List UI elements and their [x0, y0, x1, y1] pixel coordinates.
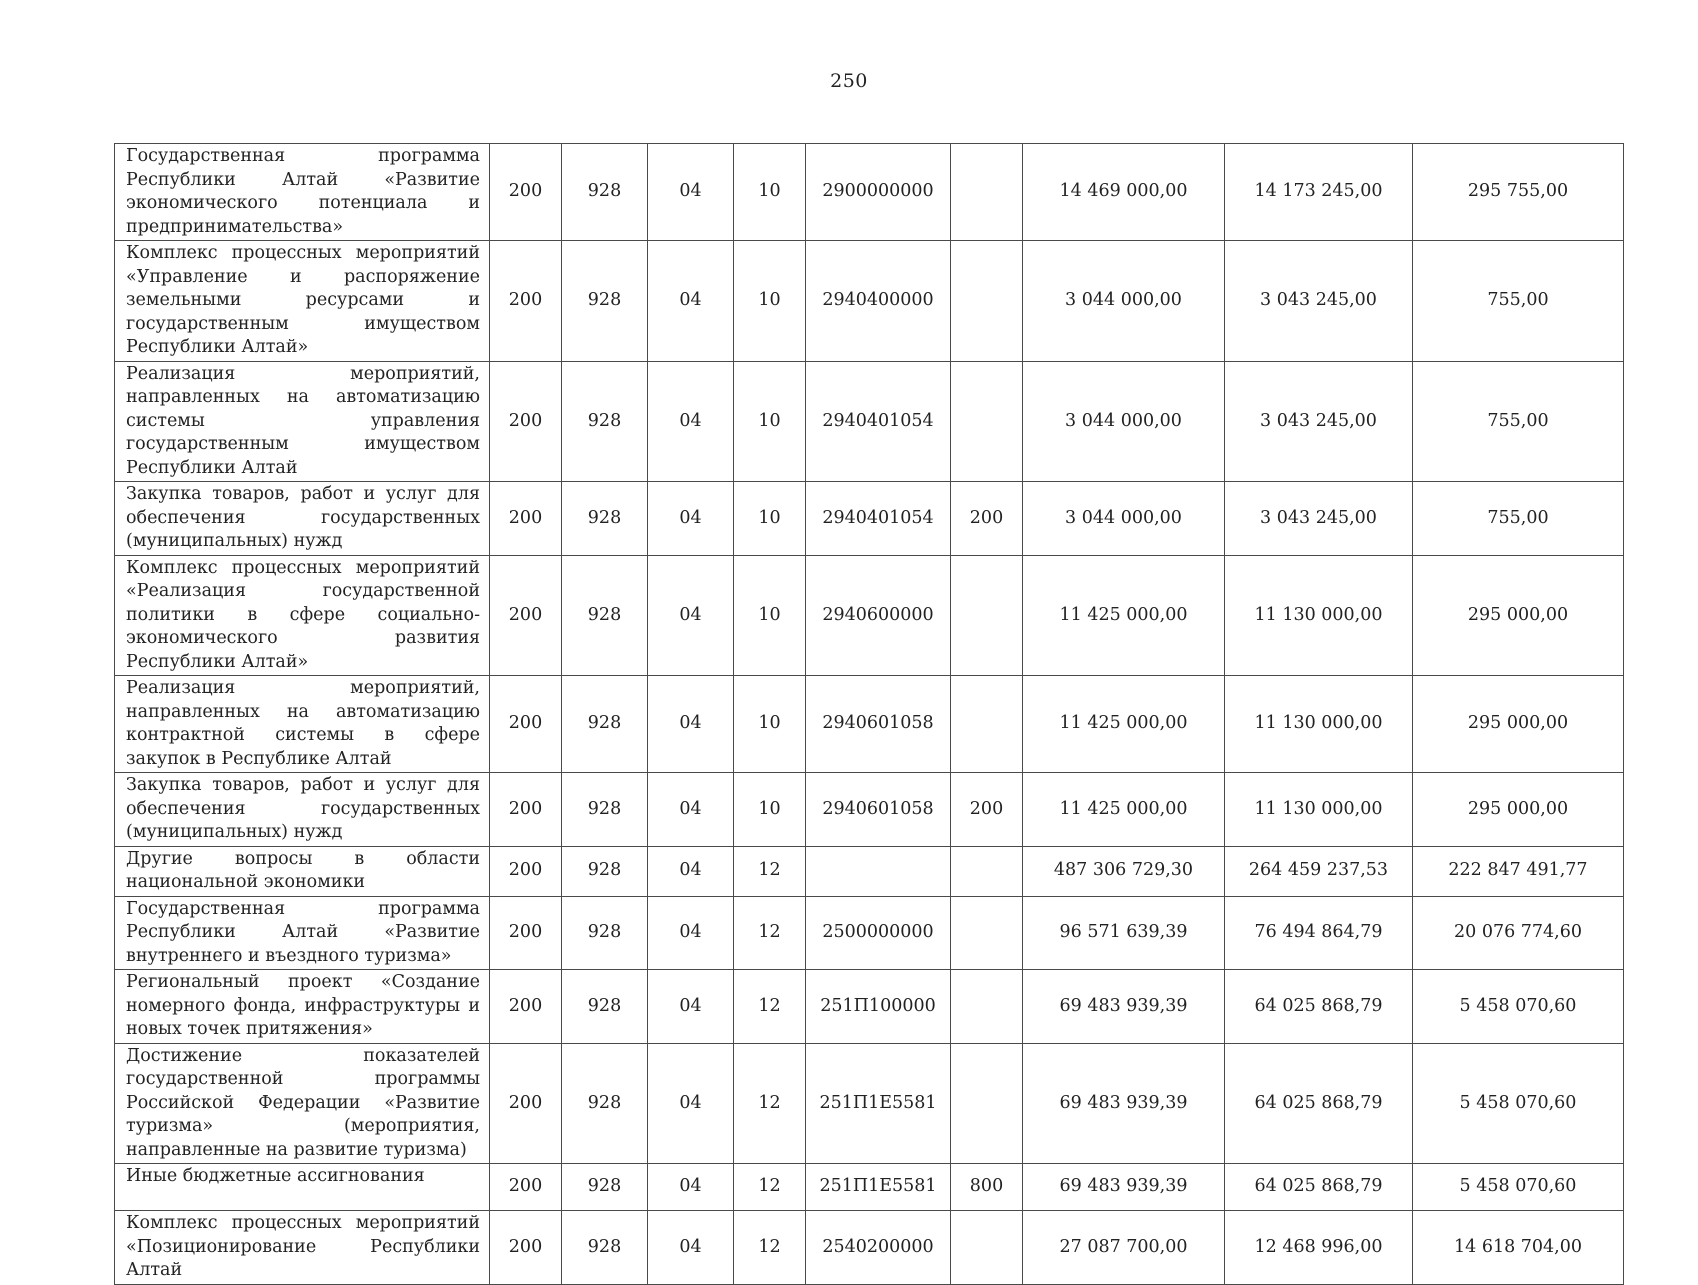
cell-col2: 928 [562, 361, 648, 482]
cell-col1: 200 [490, 241, 562, 362]
cell-col4: 12 [734, 970, 806, 1044]
cell-amount-3: 20 076 774,60 [1413, 896, 1624, 970]
row-name: Реализация мероприятий, направленных на автоматизацию контрактной системы в сфере закупок в Республике Алтай [115, 676, 490, 773]
row-name: Региональный проект «Создание номерного фонда, инфраструктуры и новых точек притяжения» [115, 970, 490, 1044]
cell-amount-3: 5 458 070,60 [1413, 1043, 1624, 1164]
cell-col3: 04 [648, 846, 734, 896]
cell-amount-3: 295 000,00 [1413, 555, 1624, 676]
cell-amount-2: 11 130 000,00 [1225, 555, 1413, 676]
cell-col4: 10 [734, 361, 806, 482]
cell-col6 [951, 361, 1023, 482]
cell-amount-2: 3 043 245,00 [1225, 482, 1413, 556]
cell-col4: 10 [734, 676, 806, 773]
cell-amount-2: 14 173 245,00 [1225, 144, 1413, 241]
cell-col2: 928 [562, 555, 648, 676]
cell-amount-2: 11 130 000,00 [1225, 773, 1413, 847]
cell-col3: 04 [648, 144, 734, 241]
cell-amount-2: 64 025 868,79 [1225, 1043, 1413, 1164]
cell-col4: 10 [734, 773, 806, 847]
cell-col1: 200 [490, 144, 562, 241]
table-row [115, 846, 1624, 896]
cell-amount-2: 12 468 996,00 [1225, 1211, 1413, 1285]
cell-col1: 200 [490, 896, 562, 970]
row-name: Закупка товаров, работ и услуг для обеспечения государственных (муниципальных) нужд [115, 482, 490, 556]
cell-amount-1: 69 483 939,39 [1023, 970, 1225, 1044]
cell-col6 [951, 241, 1023, 362]
table-row [115, 676, 1624, 773]
cell-col5: 2500000000 [806, 896, 951, 970]
cell-col4: 10 [734, 144, 806, 241]
cell-col4: 12 [734, 1043, 806, 1164]
cell-col5: 2940400000 [806, 241, 951, 362]
cell-amount-1: 3 044 000,00 [1023, 361, 1225, 482]
cell-col3: 04 [648, 1164, 734, 1211]
cell-amount-3: 755,00 [1413, 482, 1624, 556]
cell-col5: 251П100000 [806, 970, 951, 1044]
cell-col4: 10 [734, 482, 806, 556]
cell-col5: 2940600000 [806, 555, 951, 676]
cell-amount-1: 11 425 000,00 [1023, 773, 1225, 847]
cell-amount-1: 69 483 939,39 [1023, 1043, 1225, 1164]
cell-col1: 200 [490, 555, 562, 676]
cell-amount-1: 27 087 700,00 [1023, 1211, 1225, 1285]
cell-col4: 12 [734, 846, 806, 896]
row-name: Комплекс процессных мероприятий «Управление и распоряжение земельными ресурсами и государственным имуществом Республики Алтай» [115, 241, 490, 362]
cell-col6 [951, 555, 1023, 676]
cell-amount-2: 64 025 868,79 [1225, 1164, 1413, 1211]
cell-col5: 2940401054 [806, 361, 951, 482]
table-row [115, 1164, 1624, 1211]
cell-amount-1: 69 483 939,39 [1023, 1164, 1225, 1211]
cell-col3: 04 [648, 676, 734, 773]
cell-amount-3: 755,00 [1413, 361, 1624, 482]
cell-col5: 251П1Е5581 [806, 1164, 951, 1211]
cell-amount-1: 14 469 000,00 [1023, 144, 1225, 241]
cell-col4: 12 [734, 1211, 806, 1285]
row-name: Реализация мероприятий, направленных на автоматизацию системы управления государственным имуществом Республики Алтай [115, 361, 490, 482]
cell-amount-2: 76 494 864,79 [1225, 896, 1413, 970]
cell-amount-1: 3 044 000,00 [1023, 482, 1225, 556]
cell-col1: 200 [490, 1211, 562, 1285]
cell-col3: 04 [648, 773, 734, 847]
cell-col2: 928 [562, 846, 648, 896]
cell-col5: 2940401054 [806, 482, 951, 556]
cell-col6 [951, 970, 1023, 1044]
cell-amount-3: 755,00 [1413, 241, 1624, 362]
cell-col2: 928 [562, 773, 648, 847]
cell-col5: 2940601058 [806, 676, 951, 773]
cell-amount-1: 11 425 000,00 [1023, 676, 1225, 773]
cell-amount-1: 487 306 729,30 [1023, 846, 1225, 896]
cell-col3: 04 [648, 1211, 734, 1285]
cell-col5: 251П1Е5581 [806, 1043, 951, 1164]
row-name: Иные бюджетные ассигнования [115, 1164, 490, 1211]
cell-col1: 200 [490, 1043, 562, 1164]
cell-amount-2: 3 043 245,00 [1225, 361, 1413, 482]
cell-col2: 928 [562, 676, 648, 773]
cell-col1: 200 [490, 482, 562, 556]
table-row [115, 555, 1624, 676]
table-row [115, 241, 1624, 362]
cell-col3: 04 [648, 970, 734, 1044]
cell-col6 [951, 896, 1023, 970]
cell-col1: 200 [490, 773, 562, 847]
row-name: Другие вопросы в области национальной экономики [115, 846, 490, 896]
cell-amount-3: 295 755,00 [1413, 144, 1624, 241]
cell-col1: 200 [490, 361, 562, 482]
cell-amount-3: 5 458 070,60 [1413, 1164, 1624, 1211]
cell-col3: 04 [648, 241, 734, 362]
row-name: Комплекс процессных мероприятий «Позиционирование Республики Алтай [115, 1211, 490, 1285]
cell-amount-1: 11 425 000,00 [1023, 555, 1225, 676]
cell-col5 [806, 846, 951, 896]
cell-col6 [951, 1211, 1023, 1285]
cell-col1: 200 [490, 1164, 562, 1211]
cell-col1: 200 [490, 846, 562, 896]
cell-col2: 928 [562, 144, 648, 241]
cell-amount-2: 264 459 237,53 [1225, 846, 1413, 896]
table-row [115, 1043, 1624, 1164]
table-row [115, 361, 1624, 482]
cell-amount-2: 3 043 245,00 [1225, 241, 1413, 362]
cell-amount-3: 222 847 491,77 [1413, 846, 1624, 896]
cell-col3: 04 [648, 555, 734, 676]
row-name: Государственная программа Республики Алтай «Развитие внутреннего и въездного туризма» [115, 896, 490, 970]
cell-amount-2: 64 025 868,79 [1225, 970, 1413, 1044]
table-row [115, 970, 1624, 1044]
cell-amount-1: 3 044 000,00 [1023, 241, 1225, 362]
cell-col5: 2900000000 [806, 144, 951, 241]
cell-amount-3: 14 618 704,00 [1413, 1211, 1624, 1285]
cell-col5: 2540200000 [806, 1211, 951, 1285]
table-row [115, 144, 1624, 241]
cell-col3: 04 [648, 482, 734, 556]
cell-col5: 2940601058 [806, 773, 951, 847]
cell-col2: 928 [562, 1164, 648, 1211]
row-name: Государственная программа Республики Алтай «Развитие экономического потенциала и предпринимательства» [115, 144, 490, 241]
table-row [115, 482, 1624, 556]
cell-col1: 200 [490, 676, 562, 773]
cell-col6 [951, 676, 1023, 773]
cell-col6 [951, 846, 1023, 896]
cell-col6: 200 [951, 482, 1023, 556]
cell-amount-3: 5 458 070,60 [1413, 970, 1624, 1044]
cell-col6: 200 [951, 773, 1023, 847]
cell-col1: 200 [490, 970, 562, 1044]
cell-col6: 800 [951, 1164, 1023, 1211]
cell-amount-3: 295 000,00 [1413, 676, 1624, 773]
cell-col6 [951, 144, 1023, 241]
cell-amount-2: 11 130 000,00 [1225, 676, 1413, 773]
cell-col4: 12 [734, 1164, 806, 1211]
table-row [115, 896, 1624, 970]
cell-col2: 928 [562, 970, 648, 1044]
cell-col3: 04 [648, 361, 734, 482]
row-name: Закупка товаров, работ и услуг для обеспечения государственных (муниципальных) нужд [115, 773, 490, 847]
cell-col2: 928 [562, 241, 648, 362]
cell-col2: 928 [562, 1211, 648, 1285]
budget-table [114, 143, 1624, 1285]
cell-col2: 928 [562, 896, 648, 970]
page-number: 250 [830, 70, 868, 92]
cell-col4: 10 [734, 241, 806, 362]
cell-amount-1: 96 571 639,39 [1023, 896, 1225, 970]
cell-col3: 04 [648, 1043, 734, 1164]
cell-col4: 12 [734, 896, 806, 970]
cell-col2: 928 [562, 1043, 648, 1164]
table-row [115, 773, 1624, 847]
table-row [115, 1211, 1624, 1285]
cell-col2: 928 [562, 482, 648, 556]
cell-col4: 10 [734, 555, 806, 676]
cell-col6 [951, 1043, 1023, 1164]
row-name: Достижение показателей государственной программы Российской Федерации «Развитие туризма» (мероприятия, направленные на развитие туризма) [115, 1043, 490, 1164]
cell-amount-3: 295 000,00 [1413, 773, 1624, 847]
cell-col3: 04 [648, 896, 734, 970]
row-name: Комплекс процессных мероприятий «Реализация государственной политики в сфере социально-экономического развития Республики Алтай» [115, 555, 490, 676]
